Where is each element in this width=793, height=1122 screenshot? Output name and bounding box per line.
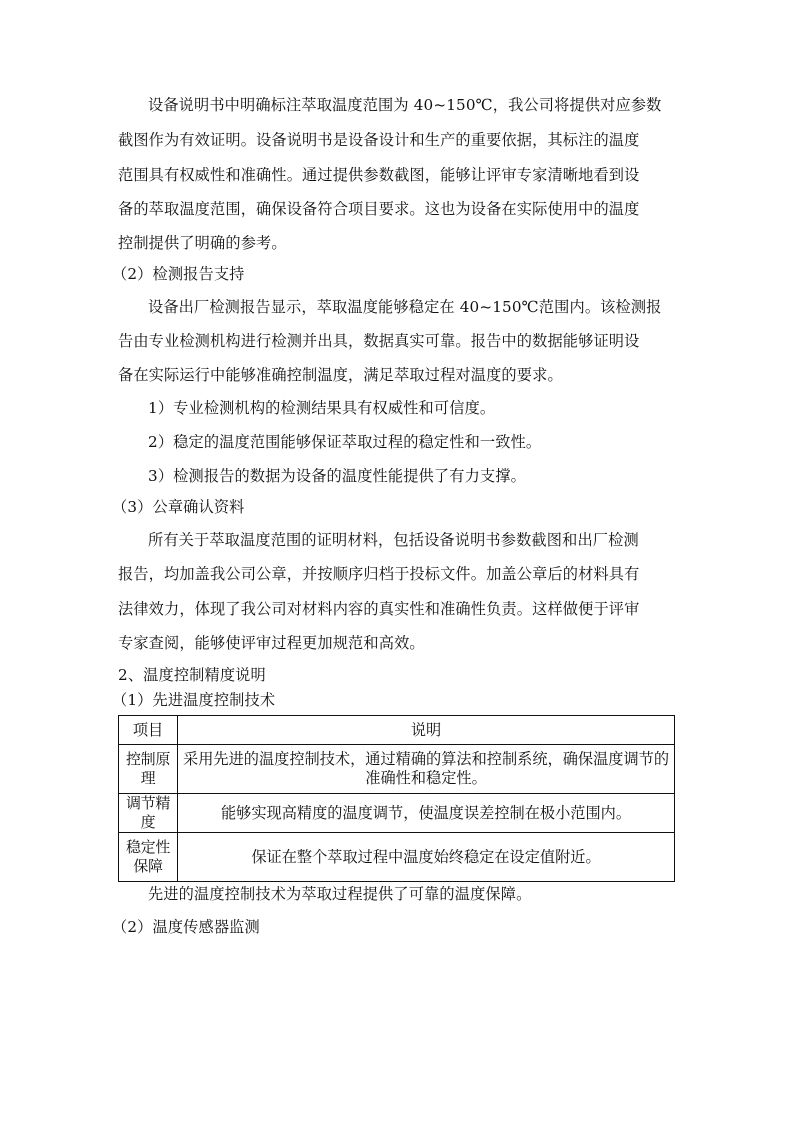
table-header-row: [119, 716, 675, 745]
table-cell-description: 保证在整个萃取过程中温度始终稳定在设定值附近。: [178, 833, 675, 882]
table-row: [119, 794, 675, 833]
list-item: 2）稳定的温度范围能够保证萃取过程的稳定性和一致性。: [148, 433, 542, 451]
table-cell-item: 调节精度: [119, 794, 178, 833]
table-cell-item: 稳定性保障: [119, 833, 178, 882]
paragraph-line: 范围具有权威性和准确性。通过提供参数截图，能够让评审专家清晰地看到设: [118, 166, 640, 184]
table-header-item: 项目: [119, 716, 178, 745]
paragraph-line: 截图作为有效证明。设备说明书是设备设计和生产的重要依据，其标注的温度: [118, 131, 640, 149]
table-row: [119, 745, 675, 794]
temperature-control-table: [118, 715, 675, 882]
paragraph-line: 法律效力，体现了我公司对材料内容的真实性和准确性负责。这样做便于评审: [118, 600, 640, 618]
list-item: 1）专业检测机构的检测结果具有权威性和可信度。: [148, 399, 496, 417]
paragraph-line: 专家查阅，能够使评审过程更加规范和高效。: [118, 634, 425, 652]
subheading-advanced-control: （1）先进温度控制技术: [112, 691, 276, 709]
paragraph-line: 先进的温度控制技术为萃取过程提供了可靠的温度保障。: [148, 885, 532, 903]
table-cell-description: 采用先进的温度控制技术，通过精确的算法和控制系统，确保温度调节的准确性和稳定性。: [178, 745, 675, 794]
paragraph-line: 设备说明书中明确标注萃取温度范围为 40~150℃，我公司将提供对应参数: [148, 96, 662, 114]
table-row: [119, 833, 675, 882]
paragraph-line: 所有关于萃取温度范围的证明材料，包括设备说明书参数截图和出厂检测: [148, 531, 639, 549]
paragraph-line: 设备出厂检测报告显示，萃取温度能够稳定在 40~150℃范围内。该检测报: [148, 298, 662, 316]
paragraph-line: 告由专业检测机构进行检测并出具，数据真实可靠。报告中的数据能够证明设: [118, 332, 640, 350]
subheading-seal-confirmation: （3）公章确认资料: [112, 498, 245, 516]
paragraph-line: 控制提供了明确的参考。: [118, 234, 287, 252]
table-header-description: 说明: [178, 716, 675, 745]
paragraph-line: 报告，均加盖我公司公章，并按顺序归档于投标文件。加盖公章后的材料具有: [118, 565, 640, 583]
table-cell-item: 控制原理: [119, 745, 178, 794]
paragraph-line: 备的萃取温度范围，确保设备符合项目要求。这也为设备在实际使用中的温度: [118, 200, 640, 218]
paragraph-line: 备在实际运行中能够准确控制温度，满足萃取过程对温度的要求。: [118, 366, 563, 384]
list-item: 3）检测报告的数据为设备的温度性能提供了有力支撑。: [148, 467, 526, 485]
subheading-detection-report: （2）检测报告支持: [112, 265, 245, 283]
section-heading-temp-precision: 2、温度控制精度说明: [118, 666, 266, 684]
subheading-sensor-monitoring: （2）温度传感器监测: [112, 918, 260, 936]
table-cell-description: 能够实现高精度的温度调节，使温度误差控制在极小范围内。: [178, 794, 675, 833]
